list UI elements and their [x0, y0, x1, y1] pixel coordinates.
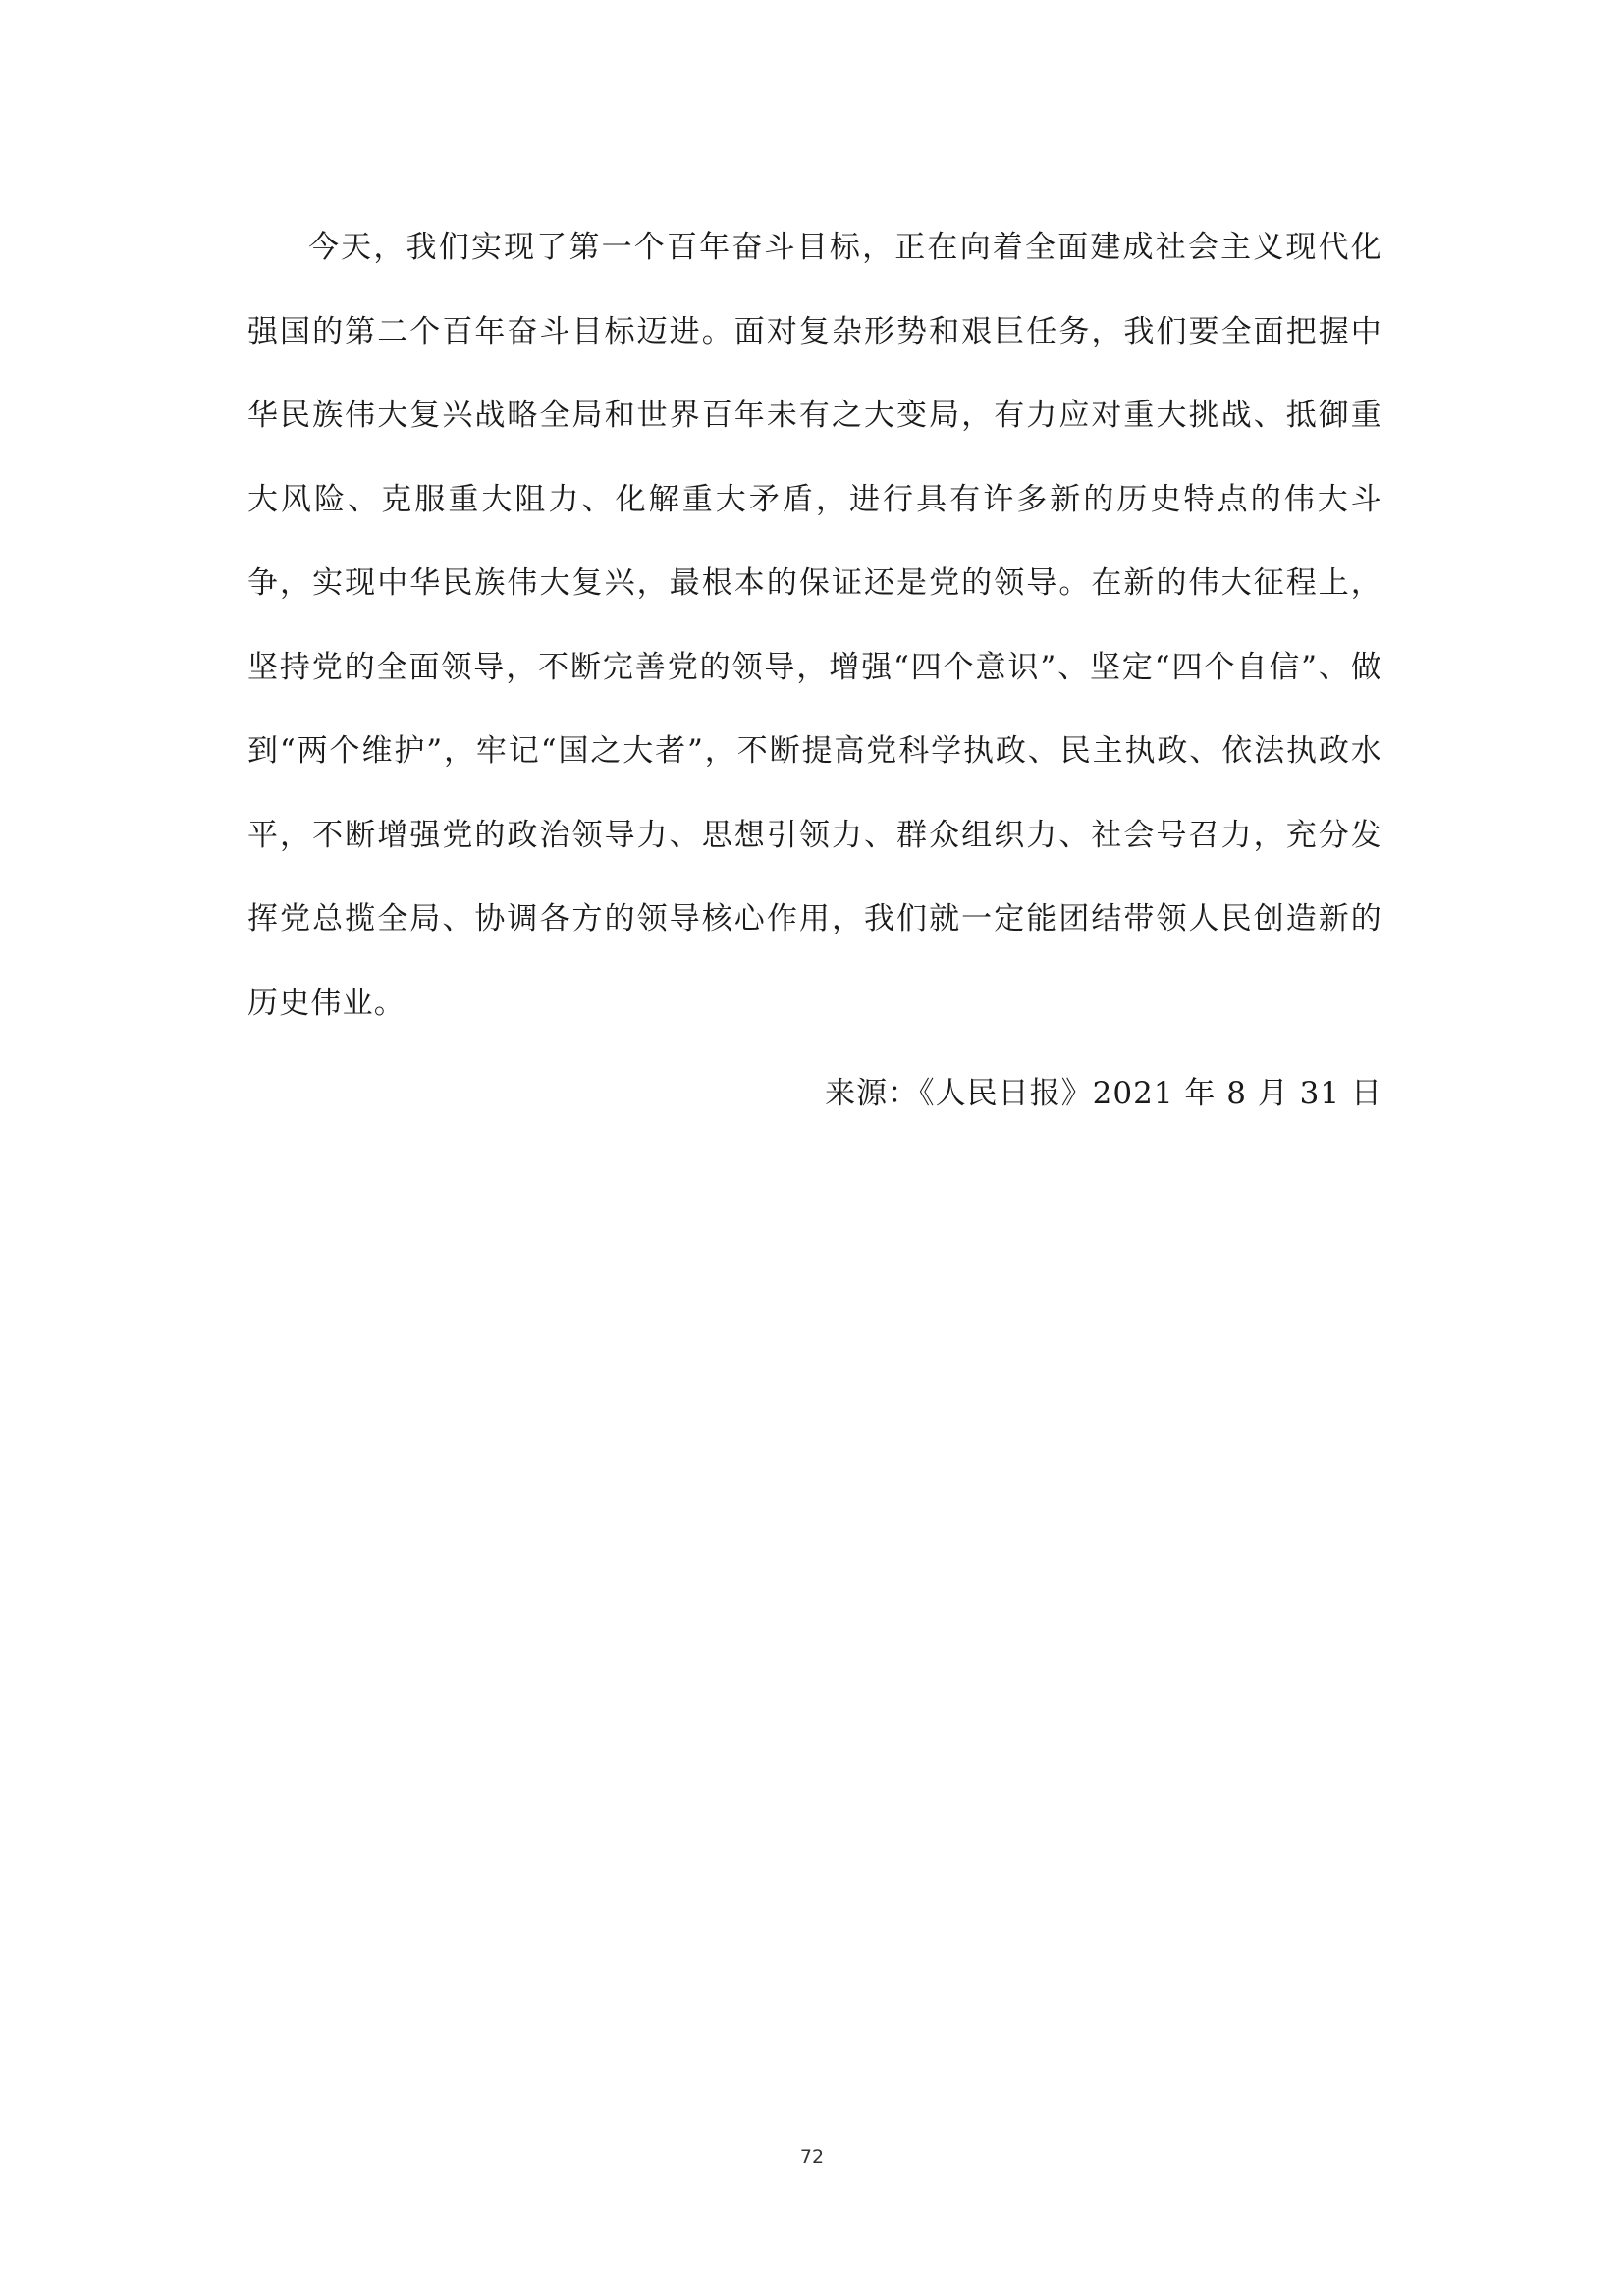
source-attribution: 来源：《人民日报》2021 年 8 月 31 日 [825, 1076, 1382, 1111]
body-paragraph: 今天，我们实现了第一个百年奋斗目标，正在向着全面建成社会主义现代化强国的第二个百年奋斗目标迈进。面对复杂形势和艰巨任务，我们要全面把握中华民族伟大复兴战略全局和世界百年未有之大变局，有力应对重大挑战、抵御重大风险、克服重大阻力、化解重大矛盾，进行具有许多新的历史特点的伟大斗争，实现中华民族伟大复兴，最根本的保证还是党的领导。在新的伟大征程上，坚持党的全面领导，不断完善党的领导，增强“四个意识”、坚定“四个自信”、做到“两个维护”，牢记“国之大者”，不断提高党科学执政、民主执政、依法执政水平，不断增强党的政治领导力、思想引领力、群众组织力、社会号召力，充分发挥党总揽全局、协调各方的领导核心作用，我们就一定能团结带领人民创造新的历史伟业。 [247, 230, 1382, 1021]
page-number: 72 [799, 2146, 825, 2167]
